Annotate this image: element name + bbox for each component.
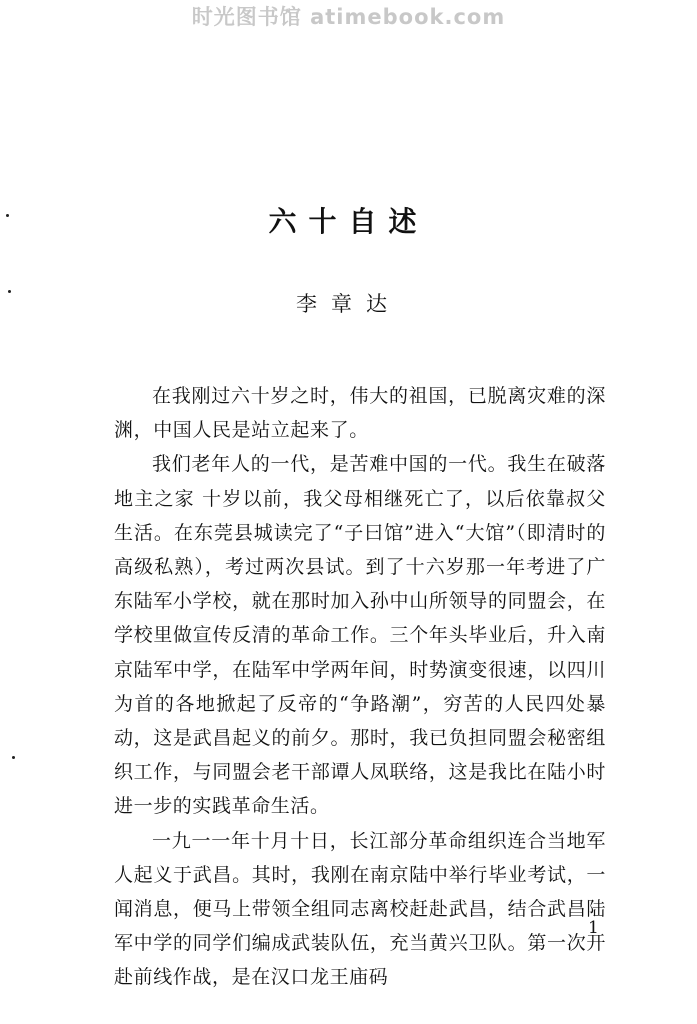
watermark: 时光图书馆 atimebook.com: [191, 5, 506, 29]
article-body: [114, 379, 606, 995]
article-author: 李章达: [296, 292, 401, 316]
page-number: 1: [588, 918, 599, 938]
paragraph: 在我刚过六十岁之时，伟大的祖国，已脱离灾难的深渊，中国人民是站立起来了。: [114, 385, 606, 442]
paragraph: 一九一一年十月十日，长江部分革命组织连合当地军人起义于武昌。其时，我刚在南京陆中举行毕业考试，一闻消息，便马上带领全组同志离校赶赴武昌，结合武昌陆军中学的同学们编成武装队伍，充当黄兴卫队。第一次开赴前线作战，是在汉口龙王庙码: [114, 829, 606, 989]
scan-speck: [12, 756, 15, 759]
article-title: 六十自述: [268, 205, 429, 238]
paragraph: 我们老年人的一代，是苦难中国的一代。我生在破落地主之家 十岁以前，我父母相继死亡了，以后依靠叔父生活。在东莞县城读完了“子曰馆”进入“大馆”（即清时的高级私熟），考过两次县试。到了十六岁那一年考进了广东陆军小学校，就在那时加入孙中山所领导的同盟会，在学校里做宣传反清的革命工作。三个年头毕业后，升入南京陆军中学，在陆军中学两年间，时势演变很速，以四川为首的各地掀起了反帝的“争路潮”，穷苦的人民四处暴动，这是武昌起义的前夕。那时，我已负担同盟会秘密组织工作，与同盟会老干部谭人凤联络，这是我比在陆小时进一步的实践革命生活。: [114, 453, 606, 818]
